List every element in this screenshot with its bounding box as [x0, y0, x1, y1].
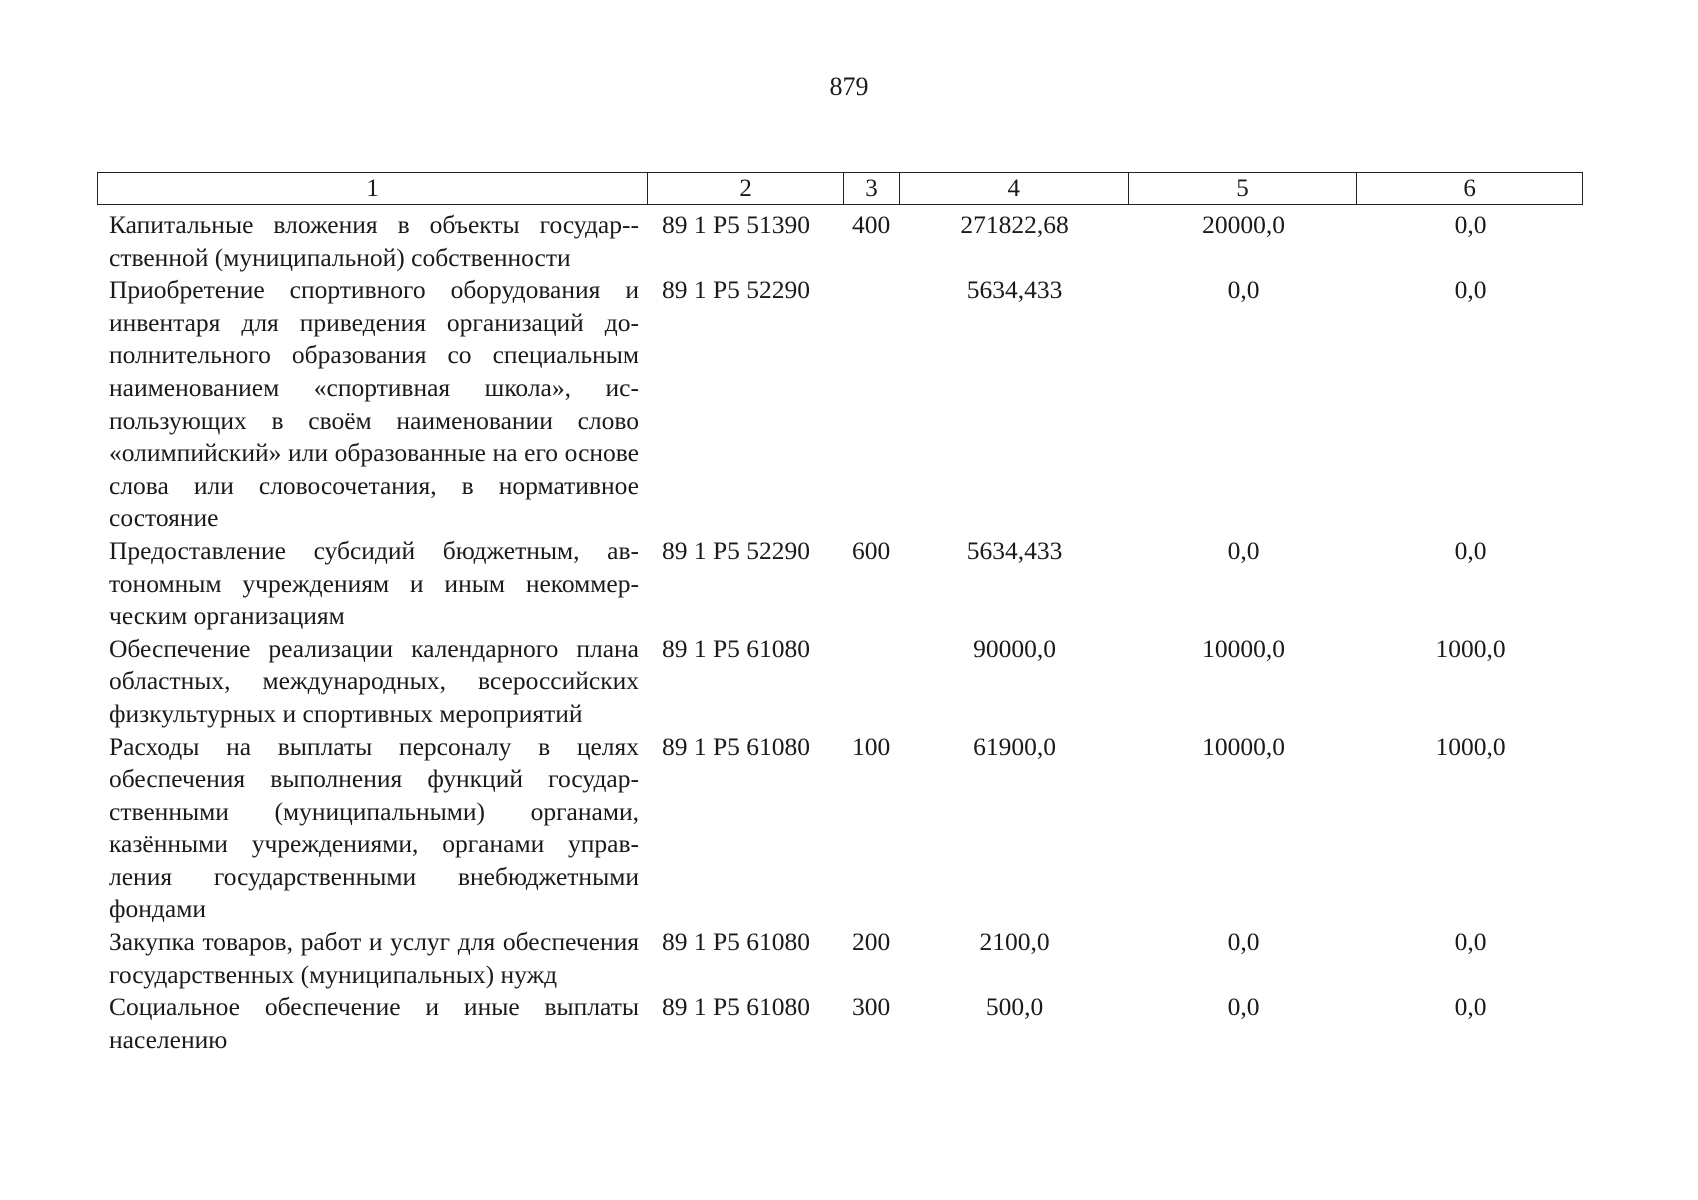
- row-value-col4: 500,0: [985, 992, 1044, 1022]
- row-value-col4: 271822,68: [960, 210, 1069, 239]
- row-code: 89 1 P5 52290: [662, 275, 811, 305]
- row-code: 89 1 P5 61080: [662, 927, 811, 957]
- table-row: [97, 633, 1583, 731]
- row-value-col5: 10000,0: [1202, 731, 1285, 761]
- table-row: [97, 731, 1583, 927]
- row-value-col6: 0,0: [1454, 992, 1487, 1022]
- row-expense-type: 600: [852, 535, 891, 565]
- row-expense-type: 400: [852, 210, 891, 239]
- row-value-col4: 61900,0: [973, 731, 1056, 761]
- row-value-col5: 10000,0: [1202, 633, 1285, 663]
- column-header-1: 1: [98, 173, 648, 204]
- row-code: 89 1 P5 61080: [662, 731, 811, 761]
- row-value-col6: 0,0: [1454, 210, 1487, 239]
- table-row: [97, 535, 1583, 633]
- row-code: 89 1 P5 51390: [662, 210, 811, 239]
- table-row: [97, 926, 1583, 991]
- row-expense-type: [844, 274, 900, 535]
- row-value-col4: 2100,0: [979, 927, 1050, 957]
- table-header-row: [97, 172, 1583, 205]
- column-header-2: 2: [648, 173, 844, 204]
- row-description: Обеспечение реализации календарного плана областных, международных, всероссийских физкультурных и спортивных мероприятий: [109, 633, 639, 728]
- row-expense-type: 200: [852, 927, 891, 957]
- row-value-col6: 1000,0: [1435, 731, 1506, 761]
- row-value-col5: 0,0: [1227, 927, 1260, 957]
- page-number: 879: [829, 72, 869, 101]
- row-description: Капитальные вложения в объекты государ-ственной (муниципальной) собственности: [109, 210, 639, 272]
- table-row: [97, 991, 1583, 1056]
- row-description: Расходы на выплаты персоналу в целях обеспечения выполнения функций государственными (муниципальными) органами, казёнными учреждениями, органами управления государственными внебюджетными фондами: [109, 731, 639, 924]
- row-expense-type: 100: [852, 731, 891, 761]
- row-value-col5: 0,0: [1227, 992, 1260, 1022]
- table-row: [97, 209, 1583, 274]
- row-description: Социальное обеспечение и иные выплаты населению: [109, 992, 639, 1054]
- row-value-col6: 0,0: [1454, 275, 1487, 305]
- column-header-5: 5: [1129, 173, 1358, 204]
- row-value-col4: 90000,0: [973, 633, 1056, 663]
- row-code: 89 1 P5 52290: [662, 535, 811, 565]
- row-description: Приобретение спортивного оборудования и инвентаря для приведения организаций дополнительного образования со специальным наименованием «спортивная школа», использующих в своём наименовании слово «олимпийский» или образованные на его основе слова или словосочетания, в нормативное состояние: [109, 275, 639, 533]
- row-expense-type: [844, 633, 900, 731]
- row-description: Закупка товаров, работ и услуг для обеспечения государственных (муниципальных) нужд: [109, 927, 639, 989]
- row-value-col6: 1000,0: [1435, 633, 1506, 663]
- table-row: [97, 274, 1583, 535]
- row-code: 89 1 P5 61080: [662, 992, 811, 1022]
- column-header-6: 6: [1463, 175, 1476, 202]
- row-expense-type: 300: [852, 992, 891, 1022]
- row-value-col6: 0,0: [1454, 927, 1487, 957]
- row-value-col4: 5634,433: [966, 275, 1063, 305]
- table-body: [97, 209, 1583, 1056]
- row-value-col4: 5634,433: [966, 535, 1063, 565]
- column-header-3: 3: [844, 173, 900, 204]
- row-value-col5: 0,0: [1227, 275, 1260, 305]
- row-value-col6: 0,0: [1454, 535, 1487, 565]
- row-code: 89 1 P5 61080: [662, 633, 811, 663]
- column-header-4: 4: [900, 173, 1129, 204]
- row-value-col5: 0,0: [1227, 535, 1260, 565]
- row-value-col5: 20000,0: [1202, 210, 1285, 239]
- row-description: Предоставление субсидий бюджетным, автономным учреждениям и иным некоммерческим организациям: [109, 535, 639, 631]
